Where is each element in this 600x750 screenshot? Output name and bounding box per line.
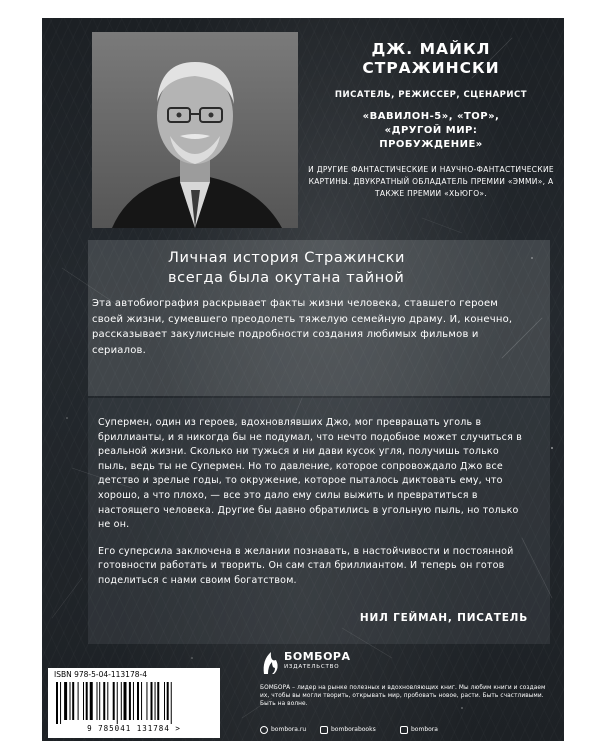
story-heading-line2: всегда была окутана тайной (168, 270, 405, 286)
barcode-bar (129, 682, 131, 720)
quote-signature: НИЛ ГЕЙМАН, ПИСАТЕЛЬ (359, 612, 528, 624)
social-vk-label: bomborabooks (331, 726, 376, 733)
author-name (306, 40, 556, 78)
quote-paragraph-2: Его суперсила заключена в желании познавать, в настойчивости и постоянной готовности работать и творить. Он сам стал бриллиантом. И теперь он готов поделиться с нами своим богатством. (98, 545, 514, 586)
barcode-bar (151, 682, 153, 720)
barcode-bar (167, 682, 169, 720)
quote-body (98, 416, 530, 601)
author-photo (92, 32, 298, 228)
quote-paragraph-1: Супермен, один из героев, вдохновлявших Джо, мог превращать уголь в бриллианты, и я никогда бы не подумал, что нечто подобное может случиться в реальной жизни. Сколько ни тужься и ни дави кусок угля, получишь только пыль, ведь ты не Супермен. Но то давление, которое сопровождало Джо все детство и зрелые годы, то окружение, которое пыталось диктовать ему, что хорошо, а что плохо, — все это дало ему силы выжить и превратиться в настоящего человека. Другие бы давно обратились в угольную пыль, но только не он. (98, 417, 523, 531)
author-info (306, 40, 556, 200)
barcode-bar (117, 682, 118, 724)
barcode-bar (141, 682, 142, 720)
barcode-bar (171, 682, 172, 724)
publisher-name: БОМБОРА (284, 650, 351, 663)
barcode-bar (155, 682, 156, 720)
works-line1: «ВАВИЛОН-5», «ТОР», (362, 111, 500, 122)
story-body: Эта автобиография раскрывает факты жизни человека, ставшего героем своей жизни, сумевшего преодолеть тяжелую семейную драму. И, конечно, рассказывает закулисные подробности создания любимых фильмов и сериалов. (92, 298, 513, 356)
barcode-bar (137, 682, 139, 720)
globe-icon (260, 726, 268, 734)
barcode-bar (86, 682, 88, 720)
barcode-digits: 9 785041 131784 > (87, 724, 181, 733)
barcode-bar (83, 682, 84, 720)
social-site[interactable] (260, 724, 306, 736)
publisher-blurb: БОМБОРА – лидер на рынке полезных и вдохновляющих книг. Мы любим книги и создаем их, чтобы вы могли творить, открывать мир, пробовать новое, расти. Быть счастливыми. Быть на волне. (260, 685, 546, 707)
instagram-icon (400, 726, 408, 734)
barcode-bar (78, 682, 79, 720)
barcode-bar (113, 682, 115, 720)
works-line3: ПРОБУЖДЕНИЕ» (379, 139, 483, 150)
social-instagram[interactable] (400, 724, 438, 736)
barcode-bar (107, 682, 108, 720)
story-panel (88, 240, 550, 396)
barcode-bar (56, 682, 58, 724)
barcode-graphic (54, 682, 214, 724)
works-line2: «ДРУГОЙ МИР: (384, 125, 478, 136)
barcode-bar (97, 682, 98, 720)
barcode-bar (133, 682, 134, 720)
isbn-label: ISBN 978-5-04-113178-4 (54, 670, 147, 679)
barcode-bar (103, 682, 105, 720)
barcode-bar (90, 682, 93, 720)
publisher-logo (260, 648, 360, 678)
social-site-label: bombora.ru (271, 726, 307, 733)
quote-panel (88, 398, 550, 644)
barcode-bar (70, 682, 71, 720)
barcode-bar (157, 682, 159, 720)
barcode-bar (121, 682, 122, 720)
author-name-line1: ДЖ. МАЙКЛ (371, 40, 491, 58)
story-heading (168, 248, 468, 288)
publisher-subtitle: ИЗДАТЕЛЬСТВО (284, 664, 340, 670)
barcode-bar (64, 682, 67, 720)
barcode-bar (99, 682, 100, 720)
author-portrait-illustration (92, 32, 298, 228)
barcode-bar (146, 682, 147, 720)
vk-icon (320, 726, 328, 734)
author-name-line2: СТРАЖИНСКИ (362, 59, 500, 77)
book-back-cover (42, 18, 564, 741)
publisher-socials (260, 724, 560, 736)
barcode-bar (124, 682, 127, 720)
story-heading-line1: Личная история Стражински (168, 250, 406, 266)
barcode-block (48, 668, 220, 738)
barcode-bar (164, 682, 165, 720)
barcode-bar (72, 682, 74, 720)
barcode-bar (60, 682, 61, 724)
social-instagram-label: bombora (411, 726, 438, 733)
author-role: ПИСАТЕЛЬ, РЕЖИССЕР, СЦЕНАРИСТ (334, 90, 528, 100)
social-vk[interactable] (320, 724, 376, 736)
bombora-logo-icon (260, 648, 282, 676)
works-description: И ДРУГИЕ ФАНТАСТИЧЕСКИЕ И НАУЧНО-ФАНТАСТИЧЕСКИЕ КАРТИНЫ. ДВУКРАТНЫЙ ОБЛАДАТЕЛЬ ПРЕМИИ «ЭММИ», А ТАКЖЕ ПРЕМИИ «ХЬЮГО». (308, 165, 554, 198)
